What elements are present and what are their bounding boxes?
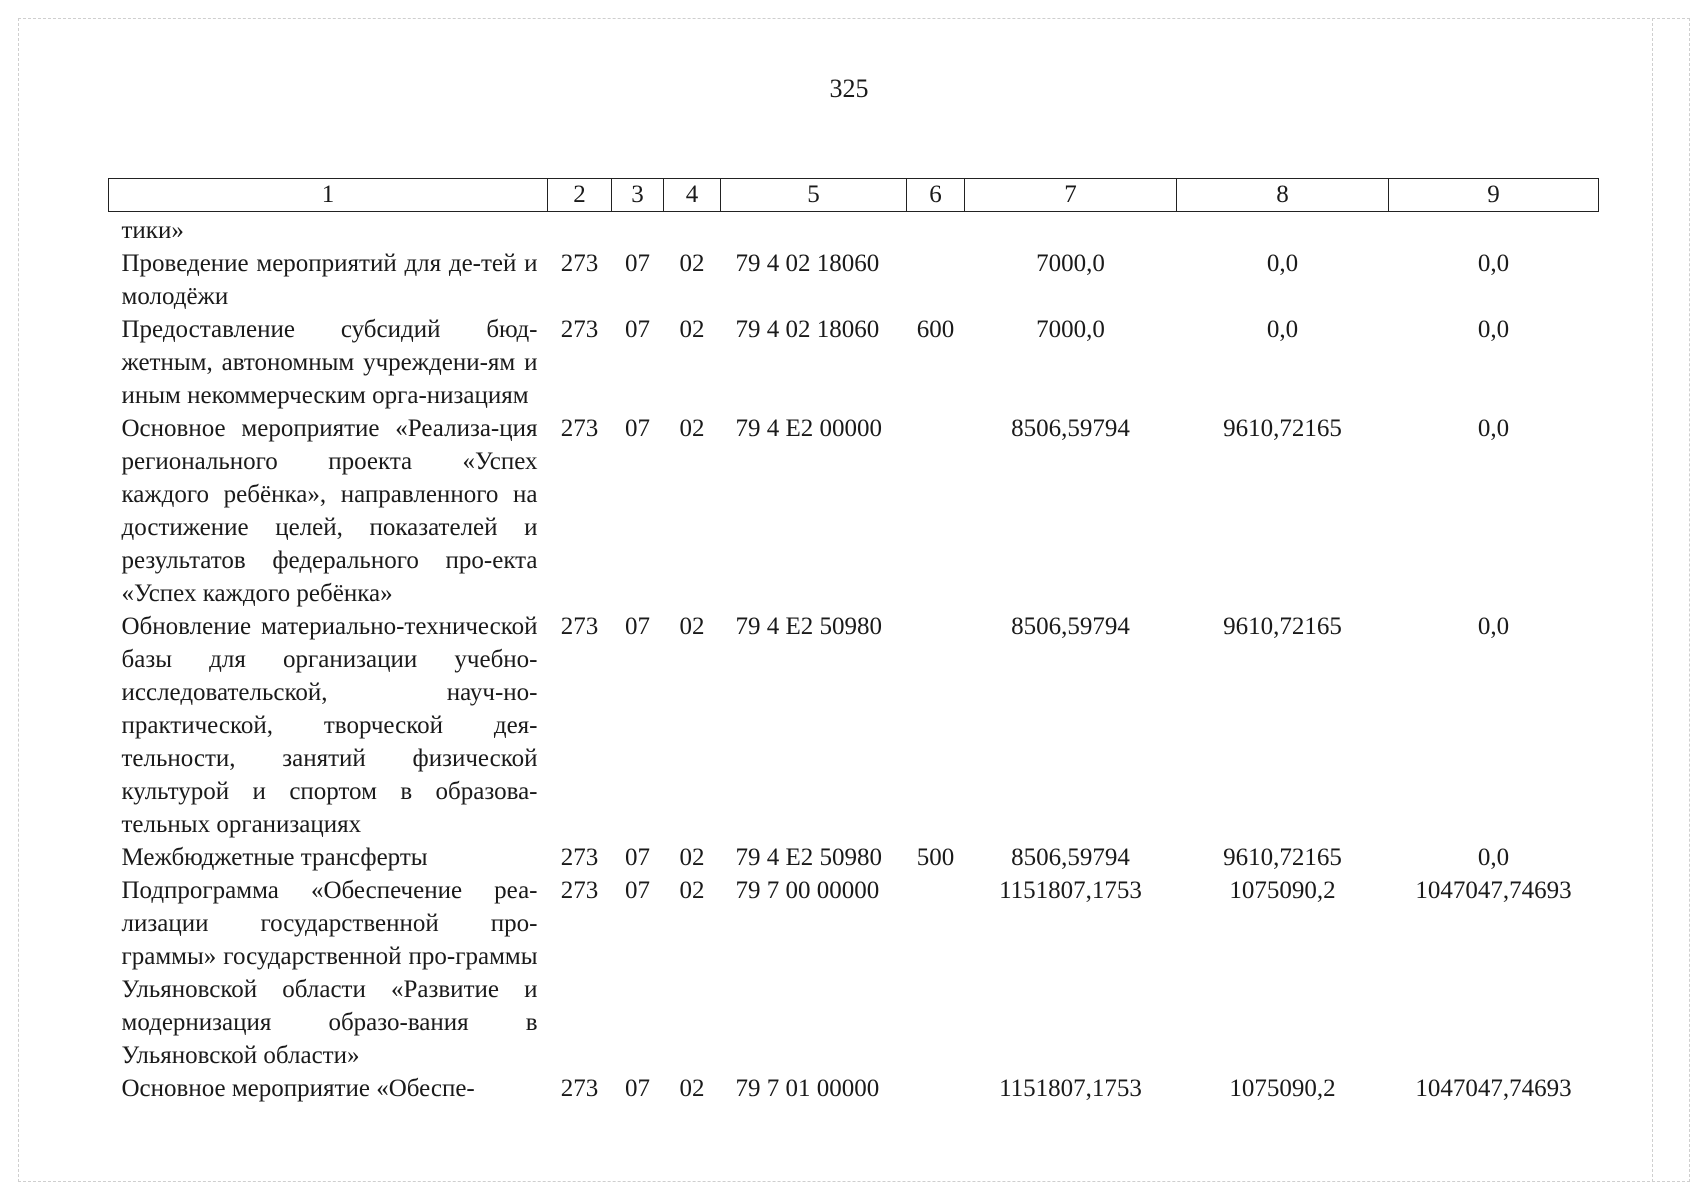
cell-target-article: 79 7 01 00000 <box>735 1075 880 1102</box>
cell-expense-type <box>907 874 965 1072</box>
row-description: Основное мероприятие «Обеспе- <box>121 1075 475 1102</box>
cell-amount-year1: 7000,0 <box>1036 316 1105 343</box>
cell-amount-year2: 9610,72165 <box>1223 415 1342 442</box>
cell-subsection: 02 <box>679 613 705 640</box>
row-description: Основное мероприятие «Реализа-ция регионального проекта «Успех каждого ребёнка», направленного на достижение целей, показателей и результатов федерального про-екта «Успех каждого ребёнка» <box>121 415 538 607</box>
cell-expense-type <box>907 1072 965 1105</box>
cell-expense-type <box>907 610 965 841</box>
cell-target-article: 79 7 00 00000 <box>735 877 880 904</box>
cell-target-article <box>721 212 907 248</box>
cell-amount-year2: 0,0 <box>1266 250 1299 277</box>
cell-amount-year2: 9610,72165 <box>1223 844 1342 871</box>
cell-ministry: 273 <box>560 316 599 343</box>
cell-amount-year1 <box>965 212 1177 248</box>
cell-amount-year1: 1151807,1753 <box>999 877 1142 904</box>
cell-section: 07 <box>625 316 650 343</box>
table-row <box>109 412 1599 610</box>
cell-amount-year1: 8506,59794 <box>1011 844 1130 871</box>
page-number: 325 <box>829 74 869 103</box>
cell-amount-year3: 1047047,74693 <box>1415 1075 1572 1102</box>
table-row <box>109 874 1599 1072</box>
cell-amount-year3: 0,0 <box>1477 316 1510 343</box>
cell-amount-year2: 0,0 <box>1266 316 1299 343</box>
row-description: Проведение мероприятий для де-тей и молодёжи <box>121 250 538 310</box>
cell-amount-year3: 0,0 <box>1477 844 1510 871</box>
cell-expense-type <box>907 212 965 248</box>
col-header-9: 9 <box>1389 179 1599 212</box>
col-header-7: 7 <box>965 179 1177 212</box>
cell-expense-type: 500 <box>916 844 955 871</box>
col-header-2: 2 <box>548 179 612 212</box>
col-header-5: 5 <box>721 179 907 212</box>
cell-amount-year2: 9610,72165 <box>1223 613 1342 640</box>
cell-target-article: 79 4 E2 50980 <box>735 844 883 871</box>
cell-section: 07 <box>625 844 650 871</box>
cell-subsection: 02 <box>679 415 705 442</box>
cell-section <box>612 212 664 248</box>
cell-subsection <box>664 212 721 248</box>
col-header-1: 1 <box>109 179 548 212</box>
cell-ministry: 273 <box>560 844 599 871</box>
row-description: Предоставление субсидий бюд-жетным, автономным учреждени-ям и иным некоммерческим орга-низациям <box>121 316 538 409</box>
cell-ministry <box>548 212 612 248</box>
cell-amount-year1: 7000,0 <box>1036 250 1105 277</box>
cell-subsection: 02 <box>679 877 705 904</box>
cell-amount-year1: 1151807,1753 <box>999 1075 1142 1102</box>
cell-ministry: 273 <box>560 250 599 277</box>
cell-expense-type <box>907 247 965 313</box>
col-header-3: 3 <box>612 179 664 212</box>
table-row <box>109 1072 1599 1105</box>
cell-ministry: 273 <box>560 1075 599 1102</box>
cell-target-article: 79 4 E2 00000 <box>735 415 883 442</box>
cell-subsection: 02 <box>679 316 705 343</box>
cell-target-article: 79 4 E2 50980 <box>735 613 883 640</box>
cell-amount-year2: 1075090,2 <box>1229 877 1336 904</box>
cell-section: 07 <box>625 1075 650 1102</box>
cell-section: 07 <box>625 877 650 904</box>
table-row <box>109 247 1599 313</box>
cell-target-article: 79 4 02 18060 <box>735 316 880 343</box>
cell-ministry: 273 <box>560 415 599 442</box>
cell-ministry: 273 <box>560 877 599 904</box>
budget-table <box>108 178 1599 1105</box>
cell-amount-year2: 1075090,2 <box>1229 1075 1336 1102</box>
row-description: Межбюджетные трансферты <box>121 844 428 871</box>
col-header-8: 8 <box>1177 179 1389 212</box>
cell-amount-year1: 8506,59794 <box>1011 613 1130 640</box>
cell-section: 07 <box>625 613 650 640</box>
cell-amount-year1: 8506,59794 <box>1011 415 1130 442</box>
cell-amount-year3 <box>1389 212 1599 248</box>
cell-subsection: 02 <box>679 844 705 871</box>
col-header-6: 6 <box>907 179 965 212</box>
table-body <box>109 212 1599 1106</box>
table-row <box>109 841 1599 874</box>
table-header-row <box>109 179 1599 212</box>
cell-subsection: 02 <box>679 1075 705 1102</box>
cell-amount-year3: 0,0 <box>1477 613 1510 640</box>
row-description: Обновление материально-технической базы для организации учебно-исследовательской, науч-но-практической, творческой дея-тельности, занятий физической культурой и спортом в образова-тельных организациях <box>121 613 538 838</box>
cell-amount-year2 <box>1177 212 1389 248</box>
cell-target-article: 79 4 02 18060 <box>735 250 880 277</box>
row-description: Подпрограмма «Обеспечение реа-лизации государственной про-граммы» государственной про-граммы Ульяновской области «Развитие и модернизация образо-вания в Ульяновской области» <box>121 877 538 1069</box>
cell-ministry: 273 <box>560 613 599 640</box>
table-row <box>109 313 1599 412</box>
cell-section: 07 <box>625 250 650 277</box>
table-row <box>109 212 1599 248</box>
col-header-4: 4 <box>664 179 721 212</box>
cell-expense-type <box>907 412 965 610</box>
page-frame-edge <box>1652 18 1653 1182</box>
cell-amount-year3: 1047047,74693 <box>1415 877 1572 904</box>
row-description: тики» <box>121 217 184 244</box>
cell-amount-year3: 0,0 <box>1477 415 1510 442</box>
cell-expense-type: 600 <box>916 316 955 343</box>
cell-subsection: 02 <box>679 250 705 277</box>
cell-amount-year3: 0,0 <box>1477 250 1510 277</box>
cell-section: 07 <box>625 415 650 442</box>
table-row <box>109 610 1599 841</box>
